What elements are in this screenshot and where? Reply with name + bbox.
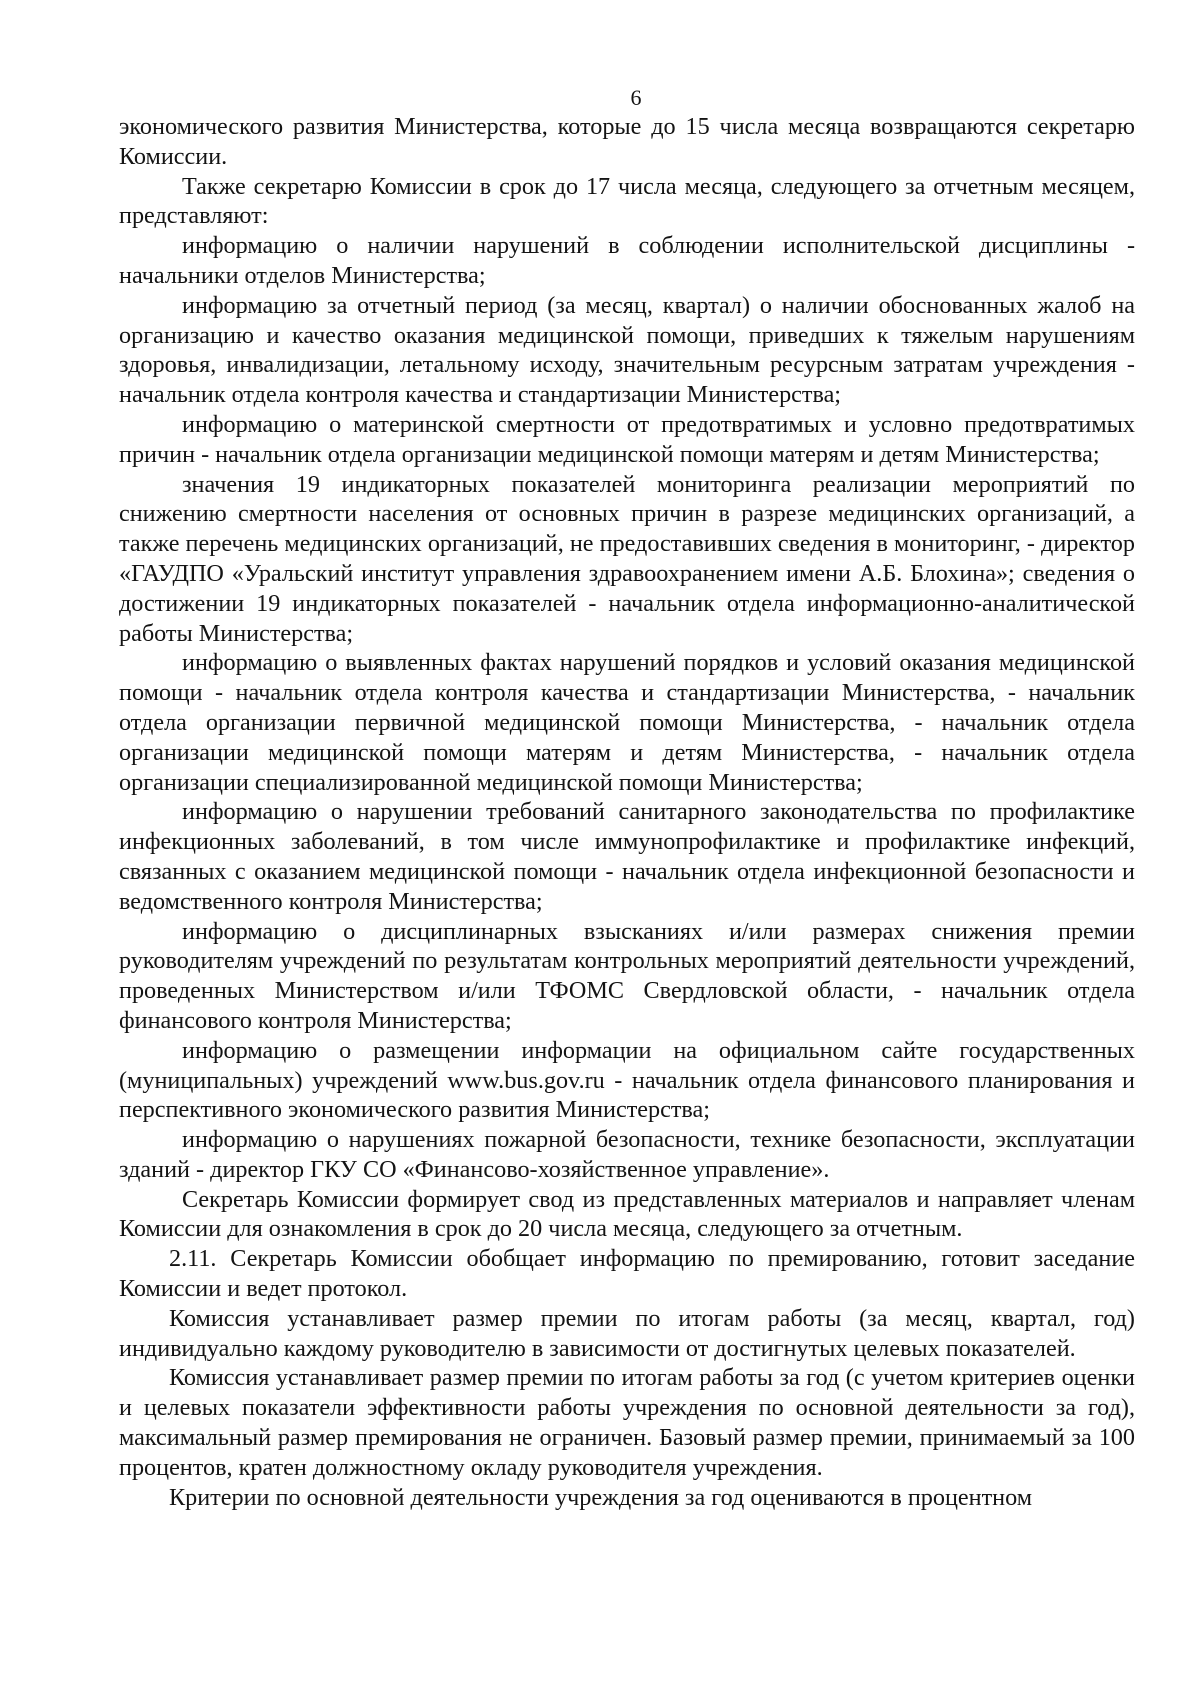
document-body [119, 112, 1135, 1512]
paragraph-criteria: Критерии по основной деятельности учреждения за год оцениваются в процентном [169, 1483, 1033, 1511]
paragraph-annual-bonus: Комиссия устанавливает размер премии по итогам работы за год (с учетом критериев оценки и целевых показатели эффективности работы учреждения по основной деятельности за год), максимальный размер премирования не ограничен. Базовый размер премии, принимаемый за 100 процентов, кратен должностному окладу руководителя учреждения. [119, 1364, 1135, 1481]
paragraph-fire-safety-info: информацию о нарушениях пожарной безопасности, технике безопасности, эксплуатации зданий - директор ГКУ СО «Финансово-хозяйственное управление». [119, 1126, 1135, 1183]
paragraph-disciplinary-info: информацию о дисциплинарных взысканиях и/или размерах снижения премии руководителям учреждений по результатам контрольных мероприятий деятельности учреждений, проведенных Министерством и/или ТФОМС Свердловской области, - начальник отдела финансового контроля Министерства; [119, 917, 1135, 1034]
paragraph-bonus-size: Комиссия устанавливает размер премии по итогам работы (за месяц, квартал, год) индивидуально каждому руководителю в зависимости от достигнутых целевых показателей. [119, 1304, 1135, 1362]
paragraph-violations-info: информацию о выявленных фактах нарушений порядков и условий оказания медицинской помощи - начальник отдела контроля качества и стандартизации Министерства, - начальник отдела организации первичной медицинской помощи Министерства, - начальник отдела организации медицинской помощи матерям и детям Министерства, - начальник отдела организации специализированной медицинской помощи Министерства; [119, 649, 1135, 796]
paragraph-maternal-mortality-info: информацию о материнской смертности от предотвратимых и условно предотвратимых причин - начальник отдела организации медицинской помощи матерям и детям Министерства; [119, 410, 1135, 468]
paragraph-complaints-info: информацию за отчетный период (за месяц, квартал) о наличии обоснованных жалоб на организацию и качество оказания медицинской помощи, приведших к тяжелым нарушениям здоровья, инвалидизации, летальному исходу, значительным ресурсным затратам учреждения - начальник отдела контроля качества и стандартизации Министерства; [119, 291, 1135, 409]
page-number: 6 [630, 85, 642, 110]
paragraph-discipline-info: информацию о наличии нарушений в соблюдении исполнительской дисциплины - начальники отделов Министерства; [119, 232, 1135, 289]
paragraph-section-2-11: 2.11. Секретарь Комиссии обобщает информацию по премированию, готовит заседание Комиссии и ведет протокол. [119, 1245, 1135, 1303]
paragraph-indicators-info: значения 19 индикаторных показателей мониторинга реализации мероприятий по снижению смертности населения от основных причин в разрезе медицинских организаций, а также перечень медицинских организаций, не предоставивших сведения в мониторинг, - директор «ГАУДПО «Уральский институт управления здравоохранением имени А.Б. Блохина»; сведения о достижении 19 индикаторных показателей - начальник отдела информационно-аналитической работы Министерства; [119, 470, 1135, 647]
paragraph-continuation: экономического развития Министерства, которые до 15 числа месяца возвращаются секретарю Комиссии. [119, 113, 1135, 170]
paragraph-reporting-intro: Также секретарю Комиссии в срок до 17 числа месяца, следующего за отчетным месяцем, представляют: [119, 172, 1135, 230]
paragraph-sanitary-info: информацию о нарушении требований санитарного законодательства по профилактике инфекционных заболеваний, в том числе иммунопрофилактике и профилактике инфекций, связанных с оказанием медицинской помощи - начальник отдела инфекционной безопасности и ведомственного контроля Министерства; [119, 798, 1135, 915]
paragraph-secretary-summary: Секретарь Комиссии формирует свод из представленных материалов и направляет членам Комиссии для ознакомления в срок до 20 числа месяца, следующего за отчетным. [119, 1185, 1135, 1243]
paragraph-website-info: информацию о размещении информации на официальном сайте государственных (муниципальных) учреждений www.bus.gov.ru - начальник отдела финансового планирования и перспективного экономического развития Министерства; [119, 1036, 1135, 1124]
